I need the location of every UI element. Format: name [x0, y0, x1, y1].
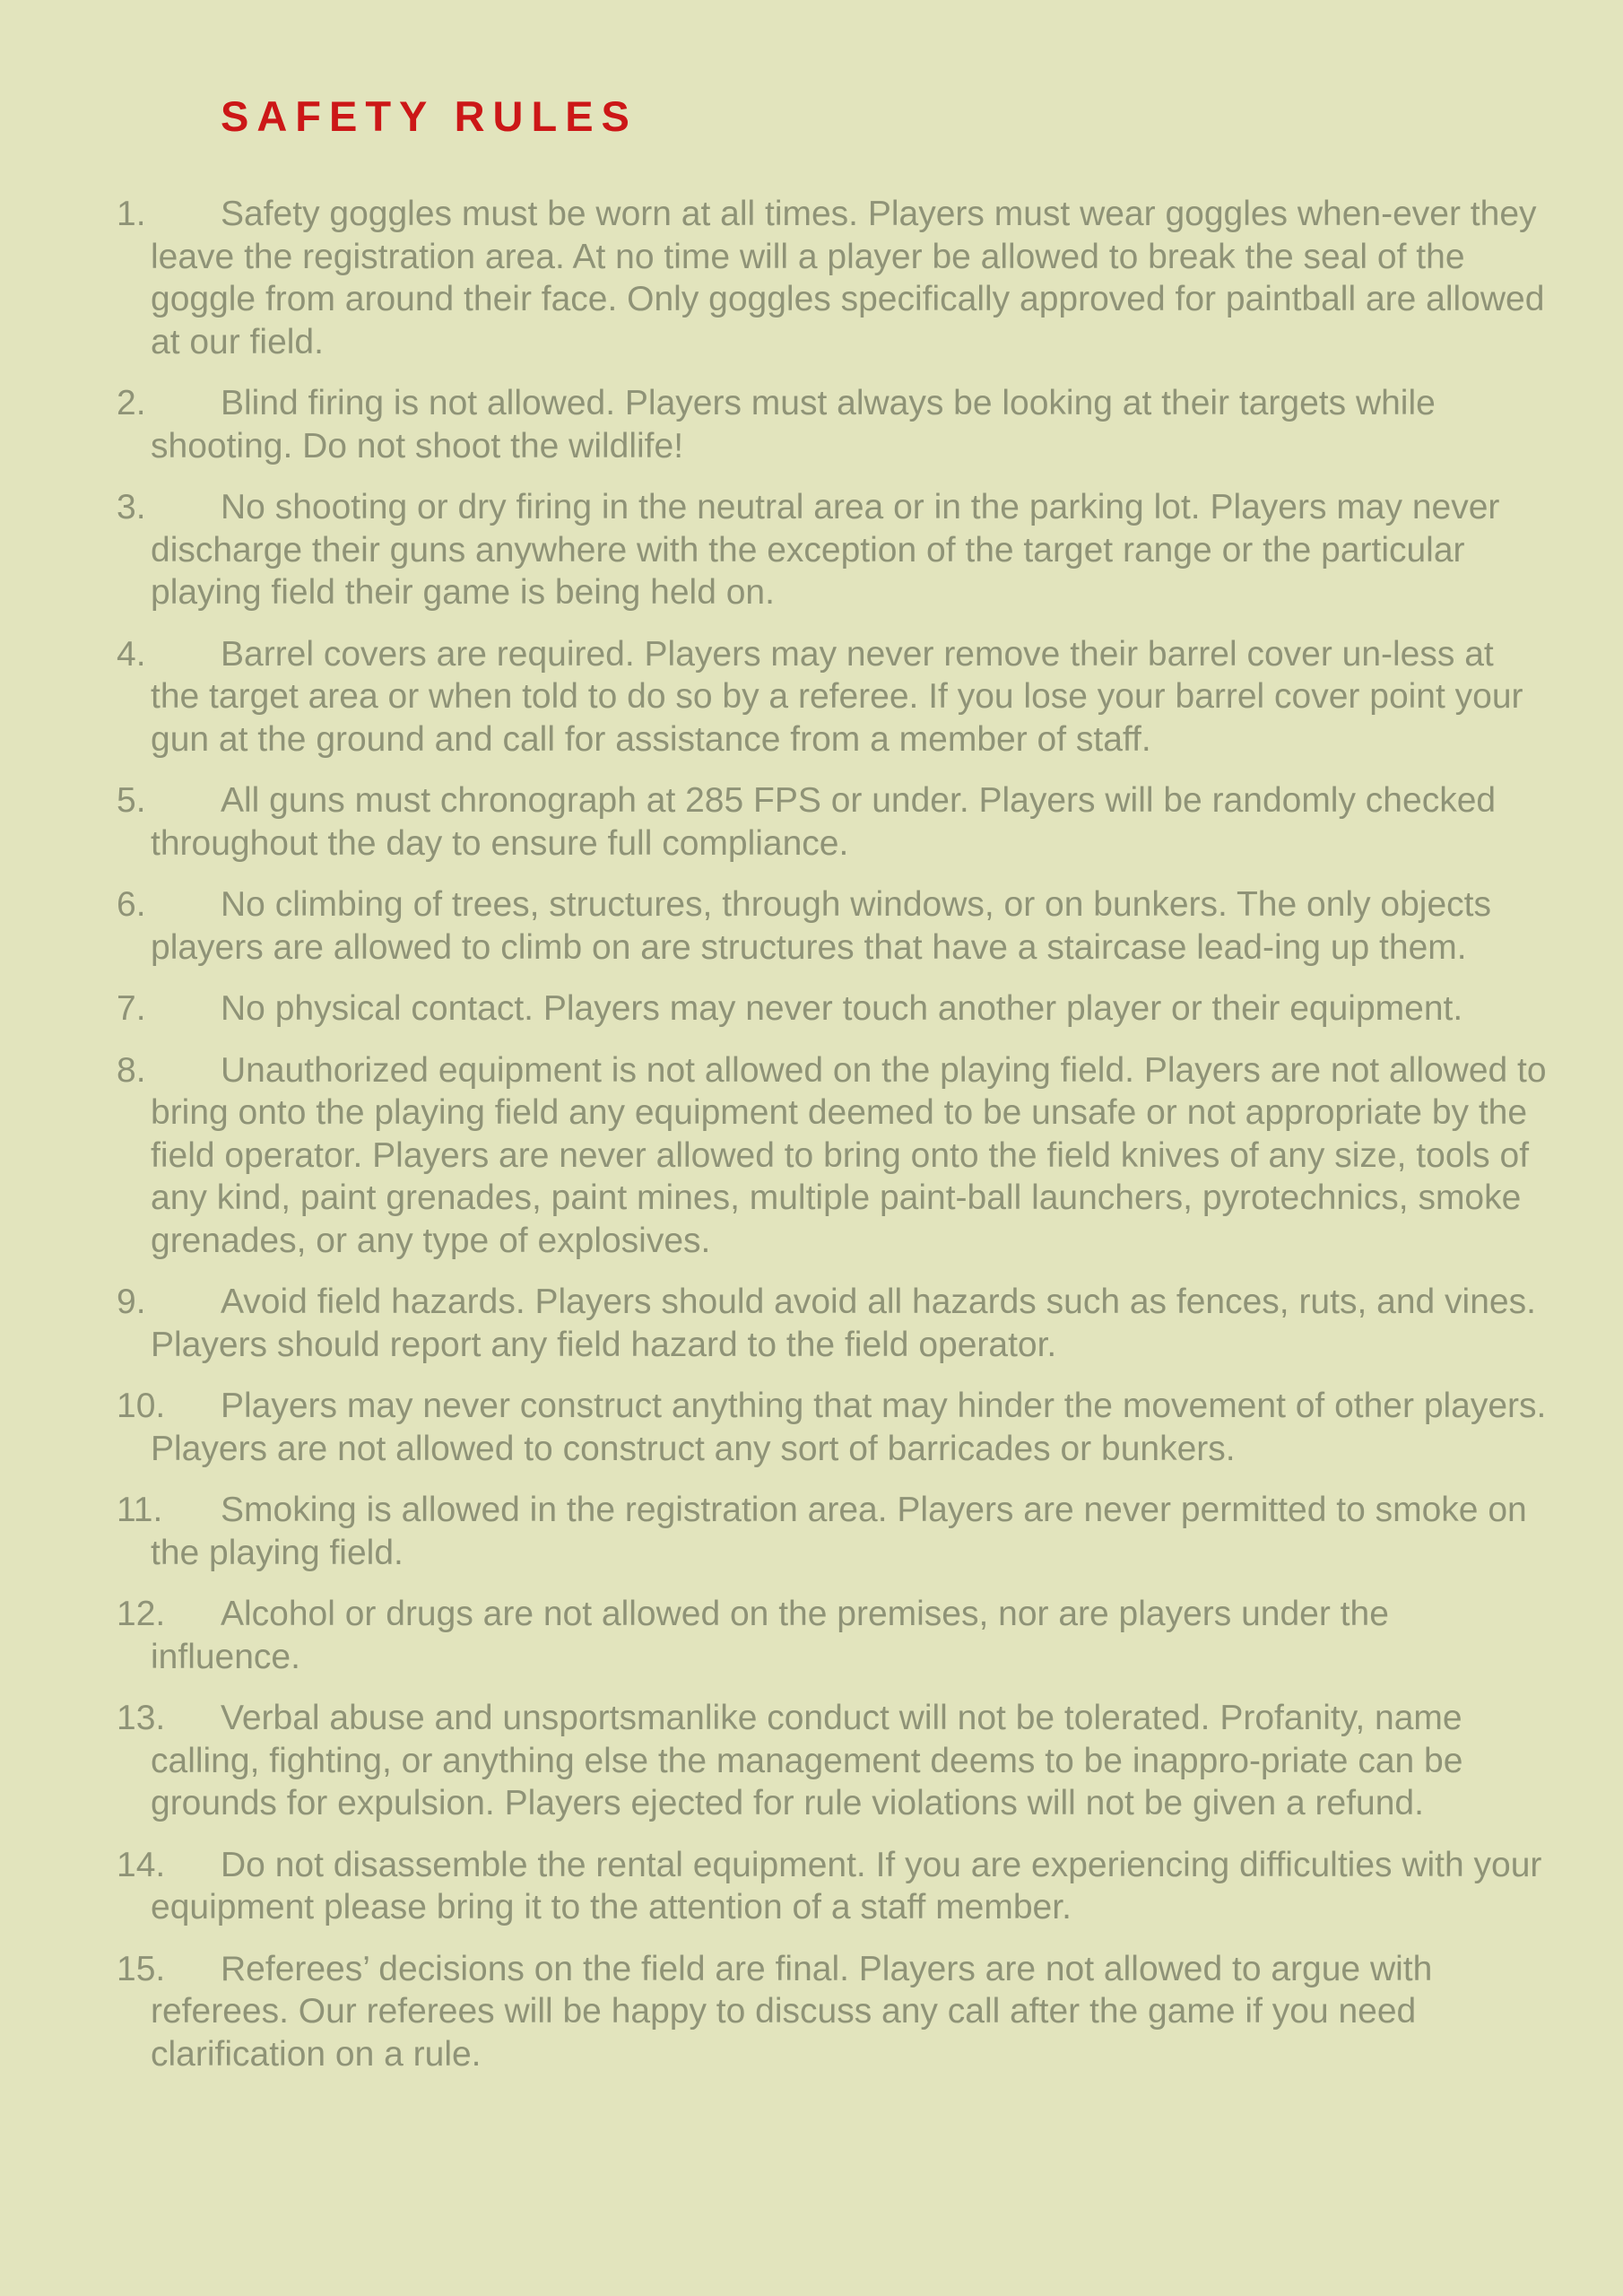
- rule-number: 15.: [117, 1949, 166, 1988]
- rule-item: [117, 1281, 1547, 1366]
- rule-number: 11.: [117, 1491, 163, 1529]
- rule-item: [117, 486, 1547, 614]
- rule-text: Players may never construct anything that may hinder the movement of other players. Players are not allowed to construct any sort of barricades or bunkers.: [151, 1387, 1547, 1468]
- rule-number: 3.: [117, 488, 146, 526]
- rule-number: 2.: [117, 384, 146, 422]
- rule-item: [117, 1593, 1547, 1678]
- rule-number: 6.: [117, 885, 146, 924]
- rule-item: [117, 193, 1547, 363]
- rule-item: [117, 883, 1547, 969]
- rule-number: 13.: [117, 1699, 166, 1737]
- rule-item: [117, 987, 1547, 1031]
- rule-text: No physical contact. Players may never touch another player or their equipment.: [221, 989, 1463, 1028]
- rule-item: [117, 1489, 1547, 1574]
- rule-number: 8.: [117, 1050, 146, 1090]
- rule-number: 14.: [117, 1845, 166, 1884]
- rule-number: 5.: [117, 781, 146, 820]
- page-title: SAFETY RULES: [221, 92, 638, 140]
- rule-text: All guns must chronograph at 285 FPS or under. Players will be randomly checked throughout the day to ensure full compliance.: [151, 781, 1497, 863]
- rule-item: [117, 1049, 1547, 1263]
- rule-number: 10.: [117, 1387, 166, 1425]
- rule-text: No shooting or dry firing in the neutral area or in the parking lot. Players may never discharge their guns anywhere with the exception of the target range or the particular playing field their game is being held on.: [151, 488, 1500, 612]
- rule-number: 12.: [117, 1595, 166, 1633]
- rule-item: [117, 1697, 1547, 1825]
- rule-item: [117, 382, 1547, 467]
- rule-text: No climbing of trees, structures, through windows, or on bunkers. The only objects players are allowed to climb on are structures that have a staircase lead-ing up them.: [151, 885, 1491, 967]
- rule-text: Referees’ decisions on the field are final. Players are not allowed to argue with referees. Our referees will be happy to discuss any call after the game if you need clarification on a rule.: [151, 1949, 1433, 2074]
- safety-rules-list: [117, 193, 1547, 2094]
- rule-number: 7.: [117, 989, 146, 1028]
- rule-number: 1.: [117, 195, 146, 233]
- rule-text: Alcohol or drugs are not allowed on the premises, nor are players under the influence.: [151, 1595, 1389, 1676]
- rule-item: [117, 633, 1547, 761]
- rule-item: [117, 1948, 1547, 2076]
- rule-number: 9.: [117, 1283, 146, 1321]
- rule-text: Safety goggles must be worn at all times. Players must wear goggles when-ever they leave the registration area. At no time will a player be allowed to break the seal of the goggle from around their face. Only goggles specifically approved for paintball are allowed at our field.: [151, 195, 1545, 361]
- rule-item: [117, 1385, 1547, 1470]
- rule-text: Barrel covers are required. Players may never remove their barrel cover un-less at the target area or when told to do so by a referee. If you lose your barrel cover point your gun at the ground and call for assistance from a member of staff.: [151, 634, 1523, 759]
- rule-item: [117, 1844, 1547, 1929]
- rule-item: [117, 779, 1547, 865]
- rule-text: Verbal abuse and unsportsmanlike conduct will not be tolerated. Profanity, name calling, fighting, or anything else the management deems to be inappro-priate can be grounds for expulsion. Players ejected for rule violations will not be given a refund.: [151, 1699, 1463, 1822]
- rule-text: Do not disassemble the rental equipment. If you are experiencing difficulties with your equipment please bring it to the attention of a staff member.: [151, 1845, 1542, 1926]
- rule-text: Avoid field hazards. Players should avoid all hazards such as fences, ruts, and vines. Players should report any field hazard to the field operator.: [151, 1283, 1536, 1364]
- rule-number: 4.: [117, 634, 146, 674]
- rule-text: Unauthorized equipment is not allowed on the playing field. Players are not allowed to bring onto the playing field any equipment deemed to be unsafe or not appropriate by the field operator. Players are never allowed to bring onto the field knives of any size, tools of any kind, paint grenades, paint mines, multiple paint-ball launchers, pyrotechnics, smoke grenades, or any type of explosives.: [151, 1050, 1547, 1260]
- rule-text: Smoking is allowed in the registration area. Players are never permitted to smoke on the playing field.: [151, 1491, 1527, 1572]
- rule-text: Blind firing is not allowed. Players must always be looking at their targets while shooting. Do not shoot the wildlife!: [151, 384, 1436, 465]
